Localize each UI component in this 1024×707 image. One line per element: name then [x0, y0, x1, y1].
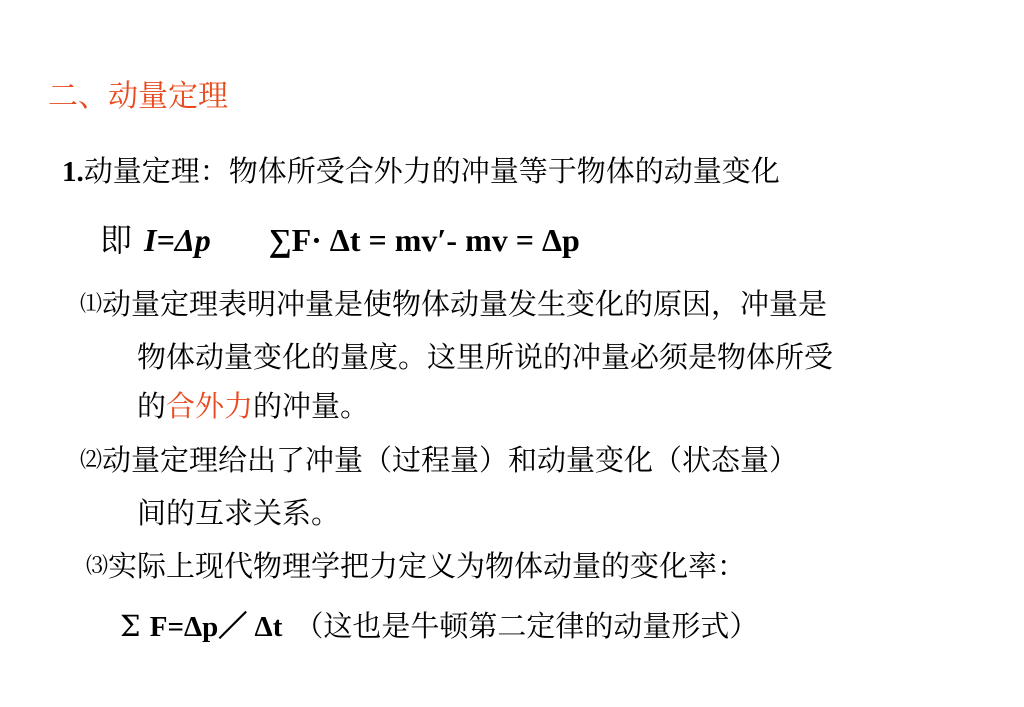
formula-prefix: 即 — [100, 221, 133, 259]
formula-line — [100, 221, 580, 259]
definition-line — [62, 154, 780, 188]
final-formula-expr: F=Δp／ Δt — [149, 611, 283, 643]
point1-line3-pre: 的 — [137, 389, 167, 423]
final-formula-note: （这也是牛顿第二定律的动量形式） — [294, 609, 759, 643]
point2-line2: 间的互求关系。 — [137, 496, 341, 530]
formula-short: I=Δp — [144, 222, 211, 258]
point2-text1: 动量定理给出了冲量（过程量）和动量变化（状态量） — [102, 443, 799, 477]
point3-line1 — [86, 549, 747, 583]
definition-number: 1. — [62, 156, 84, 188]
point3-text1: 实际上现代物理学把力定义为物体动量的变化率： — [108, 549, 747, 583]
point2-marker: ⑵ — [80, 448, 103, 473]
final-sum-symbol: Σ — [120, 609, 141, 643]
section-title: 二、动量定理 — [48, 79, 228, 114]
point2-line1 — [80, 443, 799, 477]
point1-line1 — [80, 287, 828, 321]
point1-line3 — [137, 389, 370, 423]
point1-line3-post: 的冲量。 — [253, 389, 370, 423]
formula-full: ∑F· Δt = mv′- mv = Δp — [268, 222, 580, 258]
definition-text: 动量定理：物体所受合外力的冲量等于物体的动量变化 — [83, 154, 780, 188]
point1-text1: 动量定理表明冲量是使物体动量发生变化的原因，冲量是 — [102, 287, 828, 321]
point1-highlight: 合外力 — [166, 389, 254, 423]
point3-marker: ⑶ — [86, 554, 109, 579]
point1-line2: 物体动量变化的量度。这里所说的冲量必须是物体所受 — [137, 340, 834, 374]
point1-marker: ⑴ — [80, 292, 103, 317]
final-formula-line — [120, 609, 759, 643]
